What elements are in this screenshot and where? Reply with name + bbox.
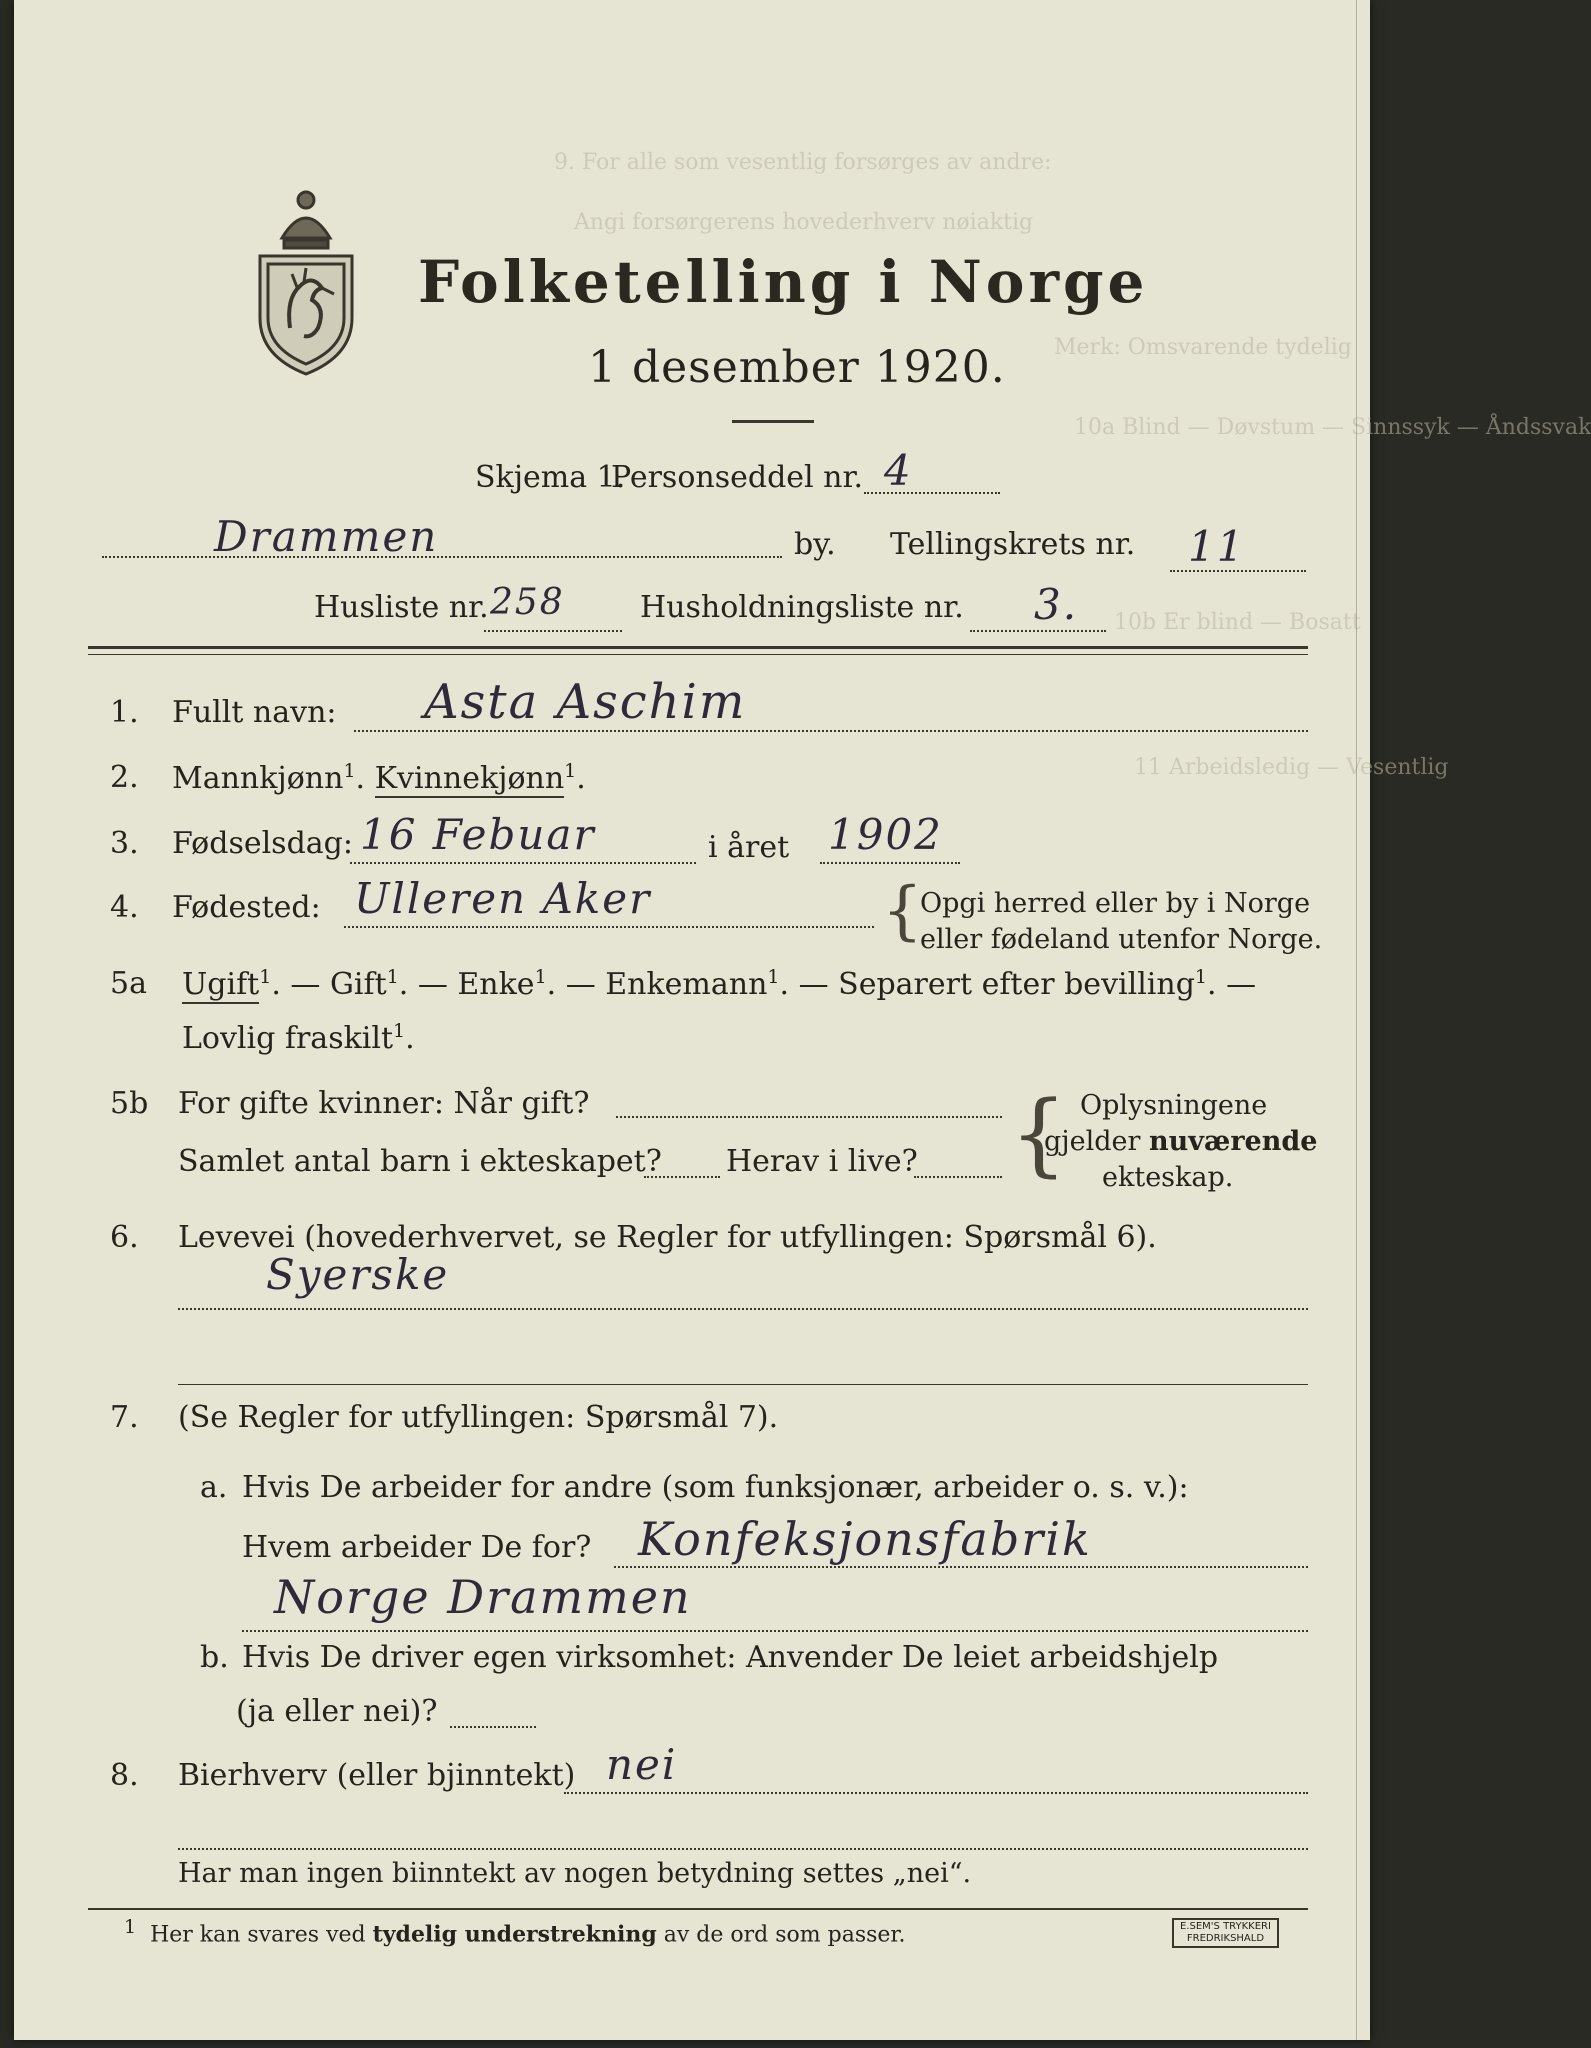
q3-number: 3. (110, 826, 139, 861)
form-date: 1 desember 1920. (588, 342, 1006, 393)
husliste-value: 258 (490, 582, 565, 623)
husholdningsliste-value: 3. (1034, 580, 1079, 629)
hired-help-line (450, 1726, 536, 1728)
q7a-line2: Hvem arbeider De for? (242, 1530, 592, 1565)
q3-label: Fødselsdag: (172, 826, 353, 861)
tellingskrets-label: Tellingskrets nr. (890, 527, 1136, 562)
q4-note-line2: eller fødeland utenfor Norge. (920, 924, 1323, 955)
bleed-through-text: Merk: Omsvarende tydelig (1054, 335, 1352, 360)
husholdningsliste-label: Husholdningsliste nr. (640, 590, 964, 625)
husholdningsliste-line (970, 630, 1106, 632)
tellingskrets-value: 11 (1188, 522, 1246, 571)
q1-line (354, 730, 1308, 732)
q2-sex-options: Mannkjønn$^1$. Kvinnekjønn$^1$. (172, 760, 586, 796)
year-label: i året (708, 830, 790, 865)
husliste-label: Husliste nr. (314, 590, 489, 625)
occupation-line-1 (178, 1308, 1308, 1310)
marital-status-options: Ugift$^1$. — Gift$^1$. — Enke$^1$. — Enkemann$^1$. — Separert efter bevilling$^1$. — (182, 966, 1257, 1002)
q5b-children-label: Samlet antal barn i ekteskapet? (178, 1144, 662, 1179)
occupation-value: Syerske (266, 1250, 450, 1299)
q5b-number: 5b (110, 1086, 149, 1121)
full-name-value: Asta Aschim (424, 674, 747, 730)
q5a-number: 5a (110, 966, 147, 1001)
by-label: by. (794, 527, 836, 562)
q4-number: 4. (110, 890, 139, 925)
birthplace-line (344, 926, 874, 928)
bleed-through-text: 10a Blind — Døvstum — Sinnssyk — Åndssvak (1074, 415, 1591, 440)
side-income-value: nei (606, 1740, 678, 1789)
q5b-note-line3: ekteskap. (1102, 1162, 1234, 1193)
q8-number: 8. (110, 1758, 139, 1793)
q4-label: Fødested: (172, 890, 321, 925)
q4-note-line1: Opgi herred eller by i Norge (920, 888, 1311, 919)
birthdate-line (350, 862, 696, 864)
coat-of-arms-icon (242, 178, 370, 378)
section-divider (88, 654, 1308, 655)
q6-label: Levevei (hovederhvervet, se Regler for utfyllingen: Spørsmål 6). (178, 1220, 1157, 1255)
q5b-living-label: Herav i live? (726, 1144, 918, 1179)
q7-number: 7. (110, 1400, 139, 1435)
employer-value-line2: Norge Drammen (274, 1570, 692, 1624)
living-line (914, 1176, 1002, 1178)
brace: { (1010, 1082, 1068, 1187)
employer-value-line1: Konfeksjonsfabrik (638, 1512, 1092, 1566)
birthplace-value: Ulleren Aker (354, 874, 652, 923)
side-income-line-1 (564, 1792, 1308, 1794)
q5b-when-married-label: For gifte kvinner: Når gift? (178, 1086, 590, 1121)
income-note: Har man ingen biinntekt av nogen betydning settes „nei“. (178, 1858, 972, 1889)
q1-label: Fullt navn: (172, 695, 337, 730)
footnote: $^1$ Her kan svares ved tydelig understrekning av de ord som passer. (124, 1916, 906, 1948)
when-married-line (616, 1116, 1002, 1118)
q6-number: 6. (110, 1220, 139, 1255)
q5b-note-line1: Oplysningene (1080, 1090, 1268, 1121)
q7a-letter: a. (200, 1470, 228, 1505)
q7b-line2: (ja eller nei)? (236, 1694, 438, 1729)
q7a-line1: Hvis De arbeider for andre (som funksjonær, arbeider o. s. v.): (242, 1470, 1189, 1505)
male-option: Mannkjønn (172, 761, 344, 796)
q7-label: (Se Regler for utfyllingen: Spørsmål 7). (178, 1400, 779, 1435)
section-divider (88, 646, 1308, 649)
ugift-option-underlined: Ugift (182, 967, 260, 1002)
marital-status-divorced: Lovlig fraskilt$^1$. (182, 1020, 415, 1056)
footer-divider (88, 1908, 1308, 1910)
q7b-letter: b. (200, 1640, 229, 1675)
birthdate-value: 16 Febuar (360, 810, 596, 859)
husliste-line (484, 630, 622, 632)
employer-line-2 (242, 1630, 1308, 1632)
page-edge (1356, 0, 1357, 2040)
birthyear-value: 1902 (828, 810, 943, 859)
q7b-line1: Hvis De driver egen virksomhet: Anvender De leiet arbeidshjelp (242, 1640, 1219, 1675)
q2-number: 2. (110, 760, 139, 795)
city-line (102, 556, 782, 558)
printer-stamp: E.SEM'S TRYKKERI FREDRIKSHALD (1172, 1918, 1279, 1948)
q1-number: 1. (110, 695, 139, 730)
occupation-line-2 (178, 1384, 1308, 1385)
q8-label: Bierhverv (eller bjinntekt) (178, 1758, 576, 1793)
children-line (644, 1176, 720, 1178)
side-income-line-2 (178, 1848, 1308, 1850)
form-title: Folketelling i Norge (418, 248, 1149, 316)
census-form-page (14, 0, 1591, 2040)
schema-label: Skjema 1. (475, 460, 626, 495)
city-value: Drammen (214, 512, 439, 561)
bleed-through-text: 9. For alle som vesentlig forsørges av andre: (554, 150, 1052, 175)
personseddel-label: Personseddel nr. (611, 460, 864, 495)
q5b-note-line2: gjelder nuværende (1044, 1126, 1318, 1157)
brace: { (882, 874, 923, 948)
bleed-through-text: 11 Arbeidsledig — Vesentlig (1134, 755, 1449, 780)
title-divider (732, 420, 814, 423)
female-option-underlined: Kvinnekjønn (374, 761, 565, 796)
personseddel-value: 4 (884, 446, 913, 495)
bleed-through-text: 10b Er blind — Bosatt (1114, 610, 1361, 635)
bleed-through-text: Angi forsørgerens hovederhverv nøiaktig (574, 210, 1034, 235)
employer-line-1 (614, 1566, 1308, 1568)
birthyear-line (820, 862, 960, 864)
